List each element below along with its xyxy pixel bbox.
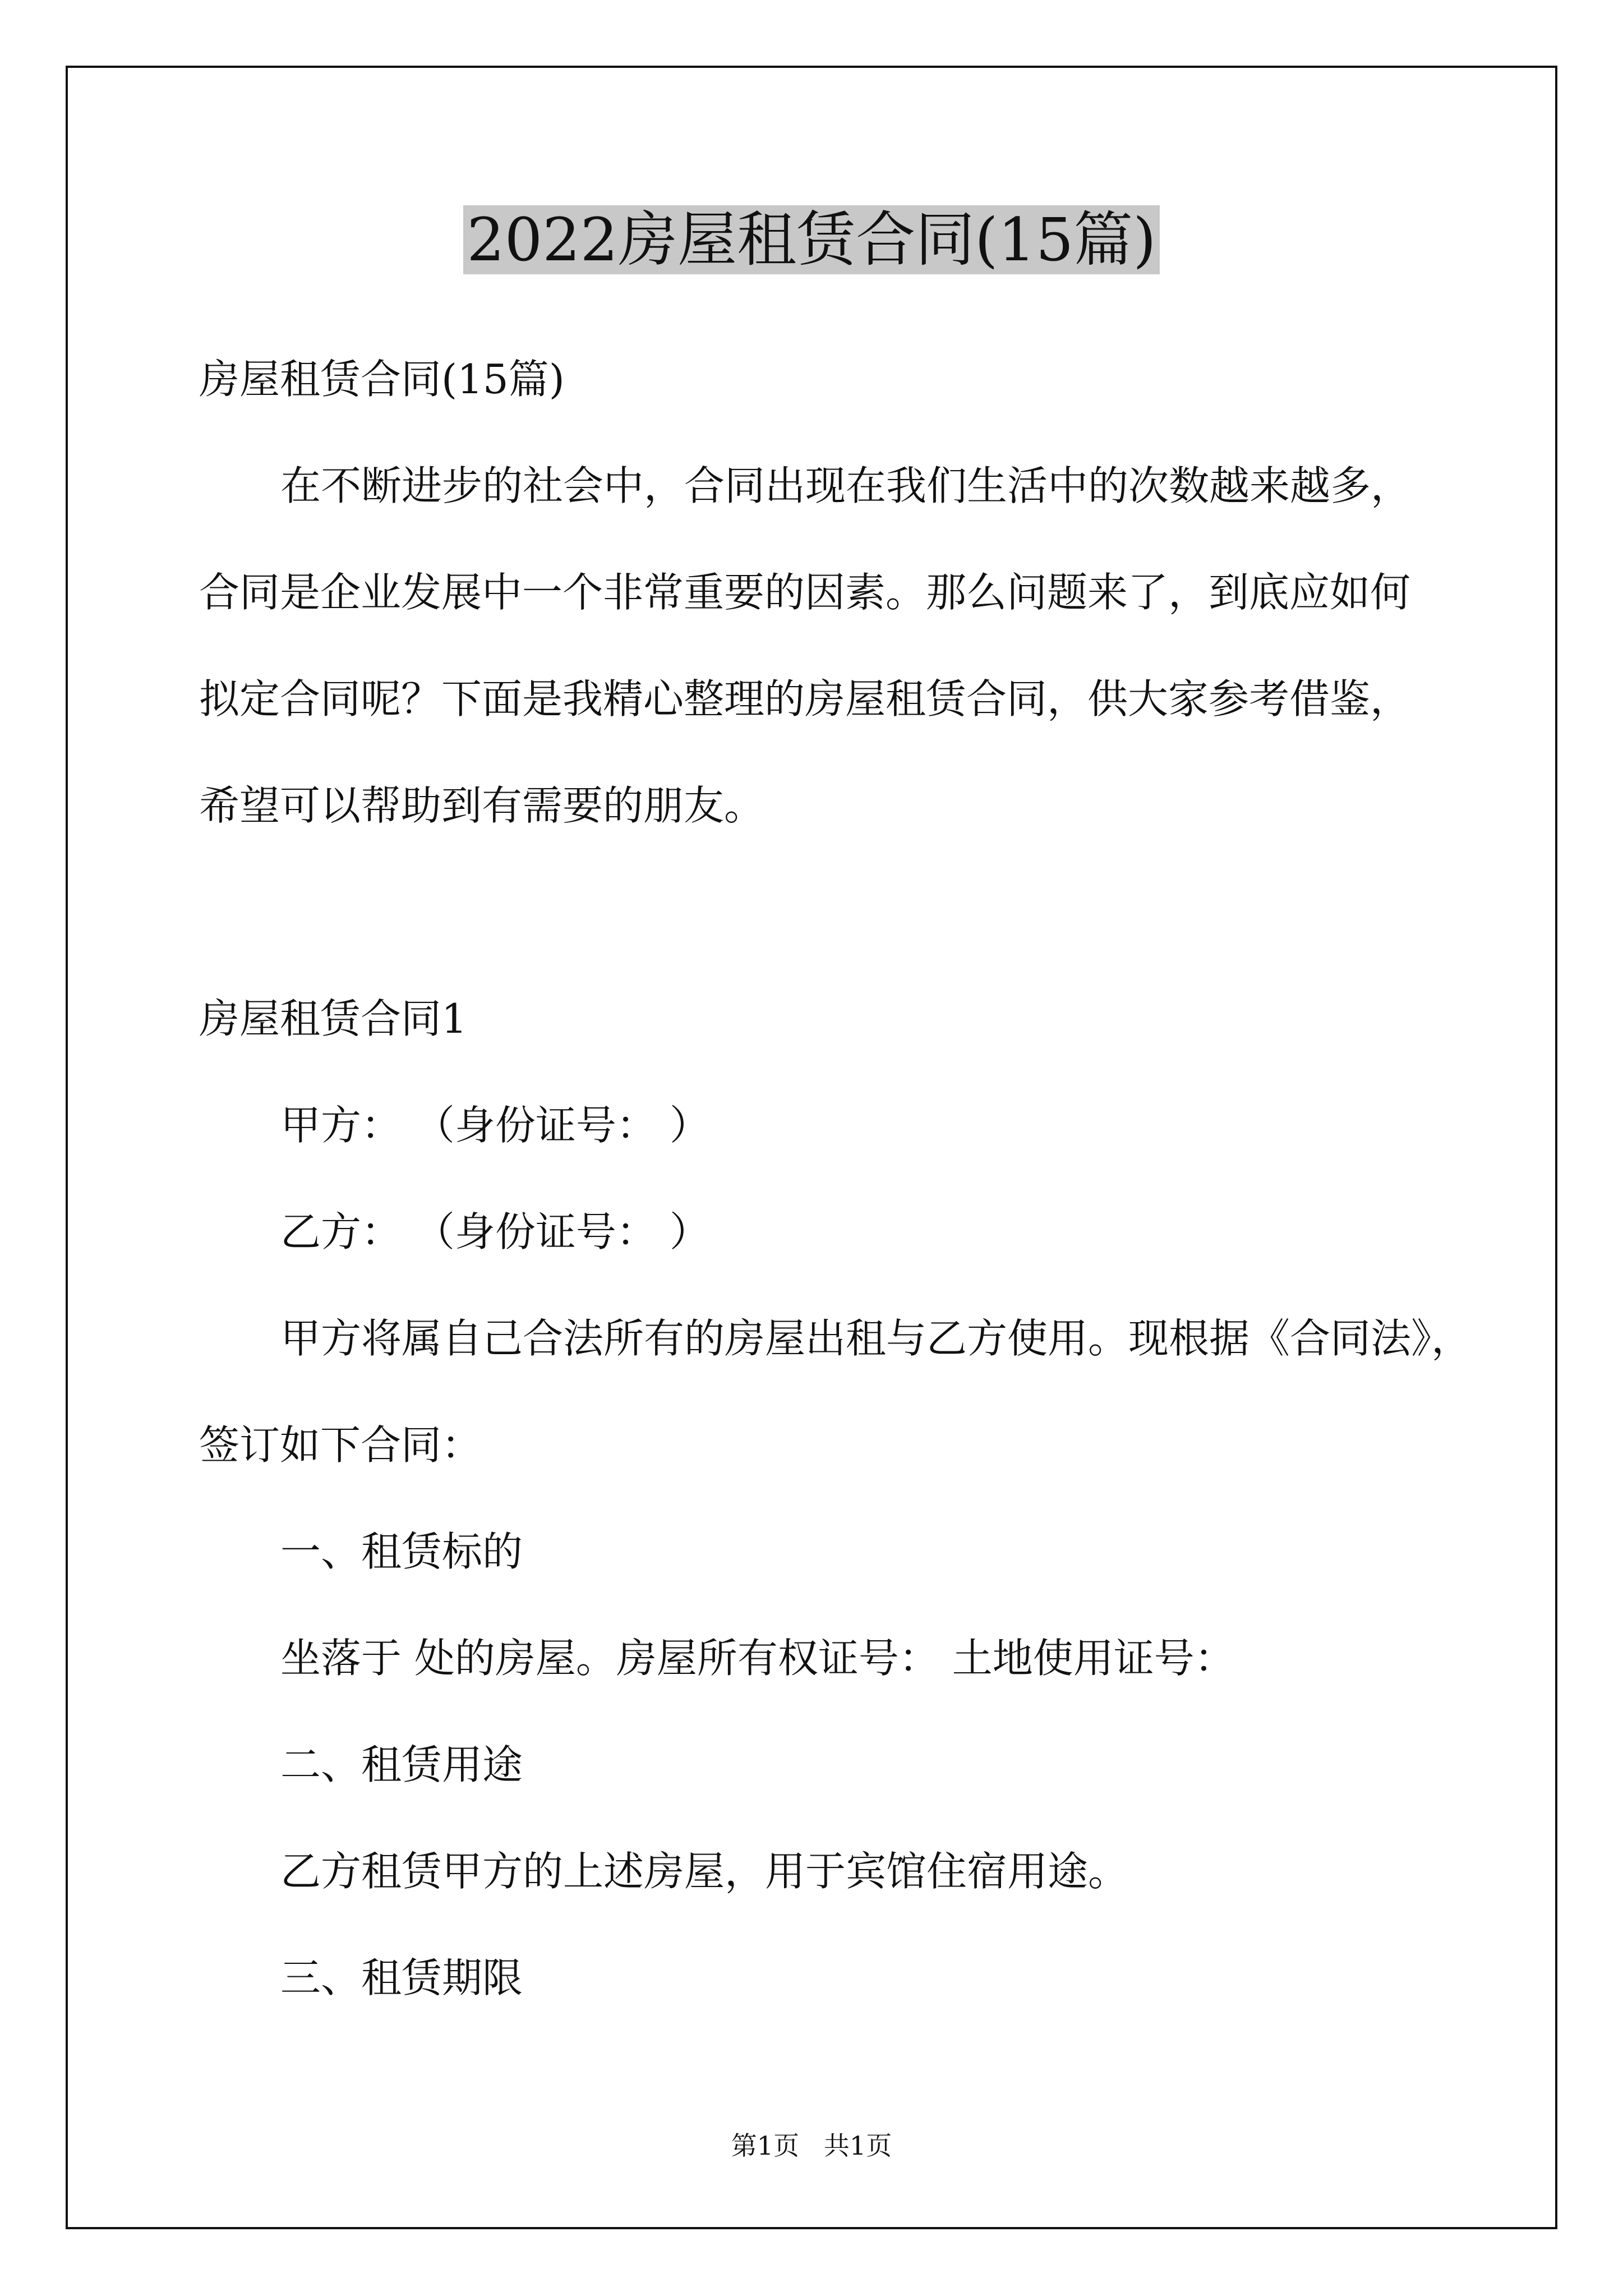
clause-1-heading: 一、租赁标的 (280, 1528, 523, 1575)
intro-line-4: 希望可以帮助到有需要的朋友。 (199, 782, 765, 829)
clause-3-heading: 三、租赁期限 (280, 1954, 523, 2001)
clause-2-heading: 二、租赁用途 (280, 1741, 523, 1788)
preamble-line-1: 甲方将属自己合法所有的房屋出租与乙方使用。现根据《合同法》， (280, 1315, 1472, 1362)
party-b-line: 乙方： （身份证号： ） (280, 1208, 710, 1255)
section-heading: 房屋租赁合同1 (199, 995, 467, 1042)
intro-line-3: 拟定合同呢？下面是我精心整理的房屋租赁合同，供大家参考借鉴， (199, 675, 1411, 723)
page-footer: 第1页 共1页 (731, 2131, 892, 2161)
preamble-line-2: 签订如下合同： (199, 1421, 482, 1469)
clause-1-text: 坐落于 处的房屋。房屋所有权证号： 土地使用证号： (280, 1635, 1235, 1682)
intro-line-1: 在不断进步的社会中，合同出现在我们生活中的次数越来越多， (280, 462, 1412, 509)
clause-2-text: 乙方租赁甲方的上述房屋，用于宾馆住宿用途。 (280, 1848, 1129, 1895)
document-subtitle: 房屋租赁合同(15篇) (199, 356, 565, 403)
document-title (0, 201, 1623, 279)
party-a-line: 甲方： （身份证号： ） (280, 1102, 710, 1149)
document-title-text: 2022房屋租赁合同(15篇) (463, 205, 1159, 274)
intro-line-2: 合同是企业发展中一个非常重要的因素。那么问题来了，到底应如何 (199, 569, 1411, 616)
